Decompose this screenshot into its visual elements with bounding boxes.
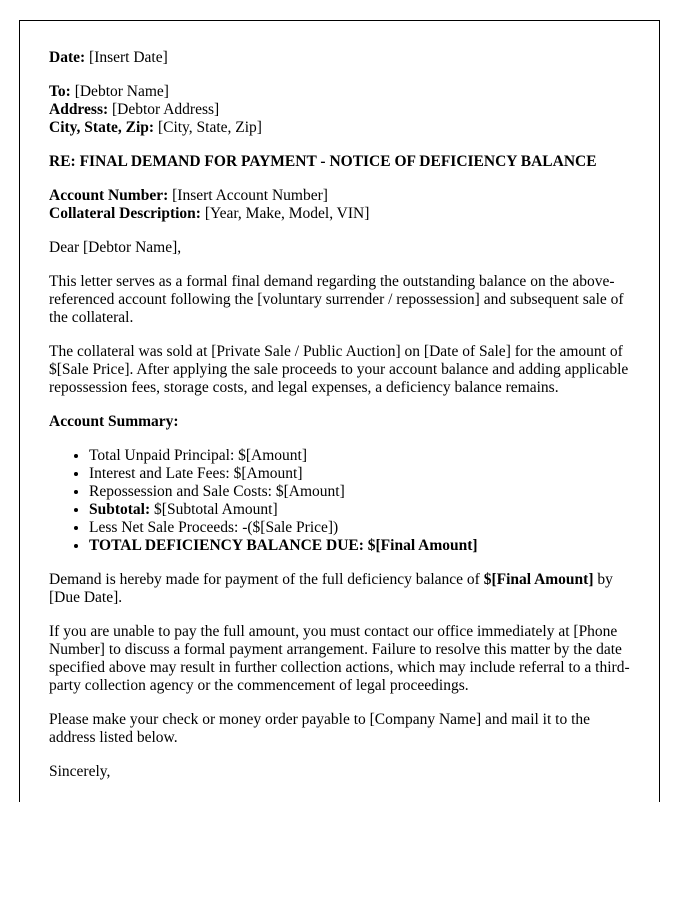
city-label: City, State, Zip: [49,119,155,136]
summary-item-principal: • Total Unpaid Principal: $[Amount] [89,447,631,465]
demand-after: by [Due Date]. [49,571,613,606]
summary-list [49,447,631,555]
account-number-value: [Insert Account Number] [172,187,328,204]
summary-item-subtotal [89,501,631,519]
account-block [49,187,631,223]
closing: Sincerely, [49,763,111,780]
summary-heading: Account Summary: [49,413,179,430]
subtotal-value: $[Subtotal Amount] [150,501,278,518]
address-value: [Debtor Address] [112,101,220,118]
to-value: [Debtor Name] [74,83,169,100]
date-line [49,49,631,67]
paragraph-intro: This letter serves as a formal final demand regarding the outstanding balance on the above-referenced account following the [voluntary surrender / repossession] and subsequent sale of the collateral. [49,273,624,326]
demand-amount: $[Final Amount] [483,571,594,588]
date-label: Date: [49,49,86,66]
summary-item-costs: • Repossession and Sale Costs: $[Amount] [89,483,631,501]
salutation: Dear [Debtor Name], [49,239,182,256]
collateral-label: Collateral Description: [49,205,201,222]
letter-page [19,20,660,802]
city-value: [City, State, Zip] [157,119,262,136]
paragraph-contact: If you are unable to pay the full amount, you must contact our office immediately at [Phone Number] to discuss a formal payment arrangement. Failure to resolve this matter by the date specified above may result in further collection actions, which may include referral to a third-party collection agency or the commencement of legal proceedings. [49,623,630,694]
collateral-value: [Year, Make, Model, VIN] [204,205,370,222]
summary-item-interest: • Interest and Late Fees: $[Amount] [89,465,631,483]
date-value: [Insert Date] [89,49,168,66]
paragraph-payment: Please make your check or money order payable to [Company Name] and mail it to the address listed below. [49,711,591,746]
paragraph-demand [49,571,631,607]
demand-before: Demand is hereby made for payment of the full deficiency balance of [49,571,484,588]
address-label: Address: [49,101,109,118]
to-label: To: [49,83,71,100]
recipient-block [49,83,631,137]
account-number-label: Account Number: [49,187,169,204]
paragraph-sale: The collateral was sold at [Private Sale / Public Auction] on [Date of Sale] for the amount of $[Sale Price]. After applying the sale proceeds to your account balance and adding applicable repossession fees, storage costs, and legal expenses, a deficiency balance remains. [49,343,629,396]
subject-line: RE: FINAL DEMAND FOR PAYMENT - NOTICE OF DEFICIENCY BALANCE [49,153,597,170]
summary-item-total: • TOTAL DEFICIENCY BALANCE DUE: $[Final Amount] [89,537,631,555]
summary-item-proceeds: • Less Net Sale Proceeds: -($[Sale Price]) [89,519,631,537]
subtotal-label: Subtotal: [89,501,151,518]
